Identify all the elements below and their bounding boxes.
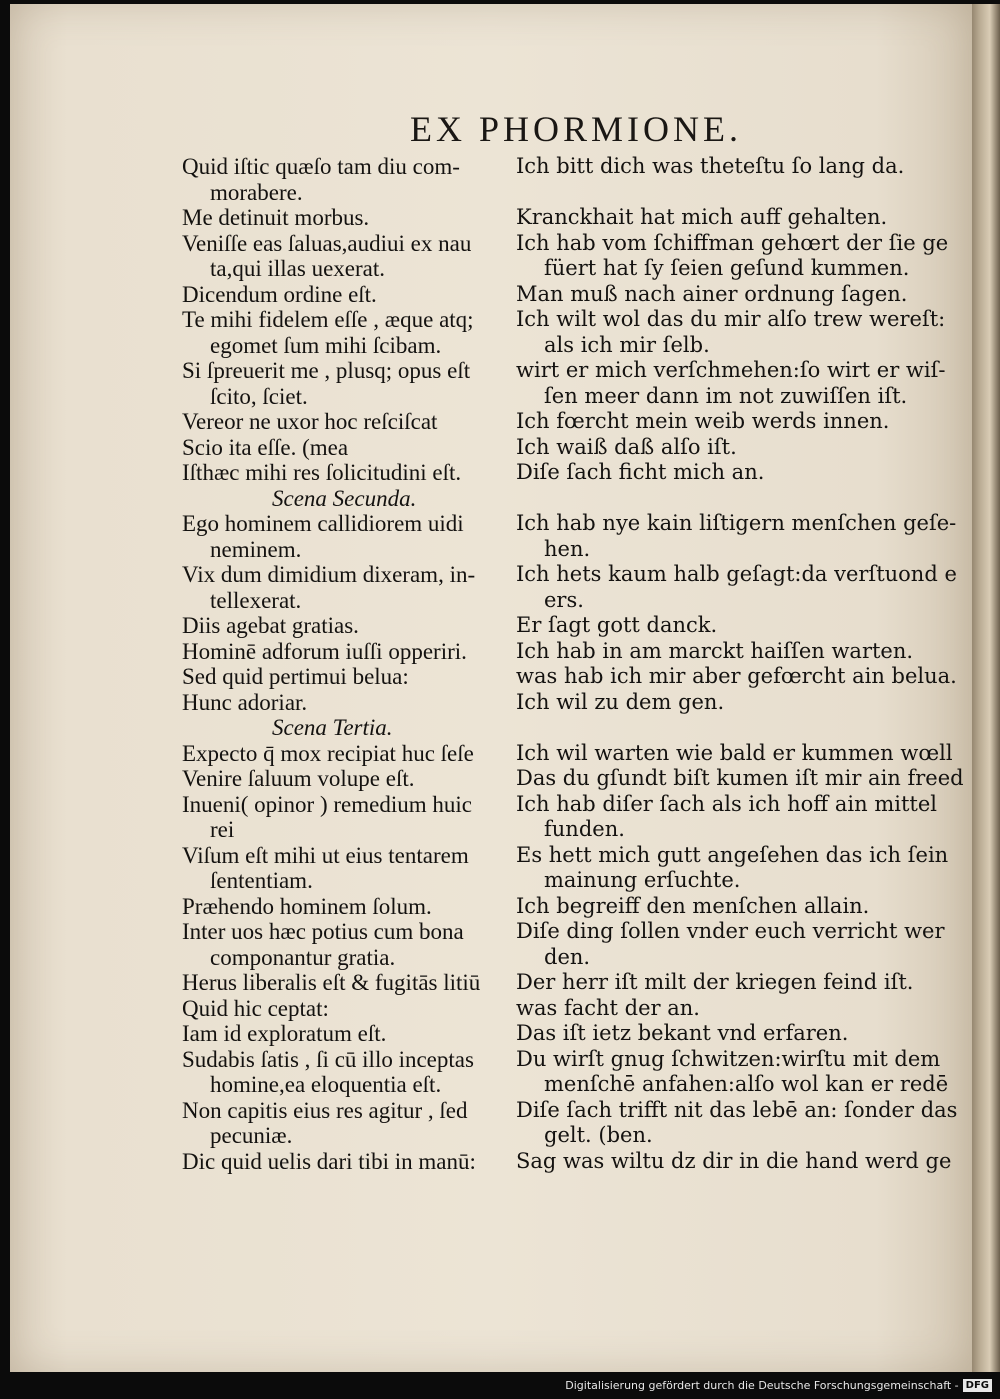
german-line: füert hat ſy ſeien geſund kummen. bbox=[544, 256, 910, 280]
latin-line: componantur gratia. bbox=[210, 944, 396, 970]
latin-line: Hunc adoriar. bbox=[182, 689, 308, 715]
footer-bar bbox=[0, 1372, 1000, 1399]
german-line: Ich bitt dich was theteſtu ſo lang da. bbox=[516, 154, 905, 178]
german-line: den. bbox=[544, 944, 591, 969]
german-column bbox=[516, 154, 964, 1174]
german-line: Kranckhait hat mich auff gehalten. bbox=[516, 205, 888, 229]
latin-line: Te mihi fidelem eſſe , æque atq; bbox=[182, 307, 474, 332]
latin-line: neminem. bbox=[210, 536, 302, 562]
latin-line: Quid hic ceptat: bbox=[182, 995, 329, 1021]
german-line: Diſe ſach trifft nit das lebē an: ſonder das bbox=[516, 1097, 958, 1122]
latin-line: Iſthæc mihi res ſolicitudini eſt. bbox=[182, 460, 462, 485]
latin-line: Sed quid pertimui belua: bbox=[182, 664, 409, 689]
german-line: als ich mir ſelb. bbox=[544, 332, 710, 357]
german-line: Es hett mich gutt angeſehen das ich ſein bbox=[516, 842, 949, 867]
german-line: funden. bbox=[544, 817, 625, 841]
latin-line: Veniſſe eas ſaluas,audiui ex nau bbox=[182, 230, 472, 256]
german-line bbox=[516, 180, 956, 206]
german-line: Ich hab nye kain liſtigern menſchen geſe- bbox=[516, 511, 957, 535]
german-line: menſchē anfahen:alſo wol kan er redē bbox=[544, 1072, 949, 1096]
german-line: Ich wil warten wie bald er kummen wœll bbox=[516, 740, 953, 765]
latin-line: Sudabis ſatis , ſi cū illo inceptas bbox=[182, 1046, 474, 1072]
latin-line: Scena Secunda. bbox=[272, 485, 417, 511]
latin-line: ta,qui illas uexerat. bbox=[210, 256, 385, 281]
german-line: Ich hab diſer ſach als ich hoff ain mittel bbox=[516, 791, 937, 816]
latin-line: homine,ea eloquentia eſt. bbox=[210, 1072, 442, 1097]
latin-line: Venire ſaluum volupe eſt. bbox=[182, 766, 415, 791]
german-line: Ich wil zu dem gen. bbox=[516, 689, 725, 714]
footer-credit: Digitalisierung gefördert durch die Deutsche Forschungsgemeinschaft - bbox=[565, 1379, 959, 1392]
german-line: ers. bbox=[544, 587, 584, 612]
latin-line: Non capitis eius res agitur , ſed bbox=[182, 1097, 468, 1123]
german-line: Du wirſt gnug ſchwitzen:wirſtu mit dem bbox=[516, 1046, 941, 1071]
book-page bbox=[10, 4, 972, 1372]
german-line: Ich waiß daß alſo iſt. bbox=[516, 434, 737, 459]
latin-line: Scio ita eſſe. (mea bbox=[182, 434, 349, 460]
german-line: Sag was wiltu dz dir in die hand werd ge bbox=[516, 1148, 952, 1173]
german-line: Diſe ſach ficht mich an. bbox=[516, 460, 765, 484]
german-line: Ich hab vom ſchiffman gehœrt der ſie ge bbox=[516, 230, 949, 255]
latin-line: Dicendum ordine eſt. bbox=[182, 281, 377, 307]
german-line: Ich hab in am marckt haiſſen warten. bbox=[516, 638, 914, 663]
latin-line: pecuniæ. bbox=[210, 1123, 293, 1148]
german-line: Ich begreiff den menſchen allain. bbox=[516, 893, 870, 918]
latin-line: Viſum eſt mihi ut eius tentarem bbox=[182, 842, 469, 868]
latin-line: tellexerat. bbox=[210, 587, 302, 613]
latin-line: Me detinuit morbus. bbox=[182, 205, 370, 230]
latin-line: Præhendo hominem ſolum. bbox=[182, 893, 432, 919]
german-line: Das iſt ietz bekant vnd erfaren. bbox=[516, 1021, 849, 1045]
latin-line: Si ſpreuerit me , plusq; opus eſt bbox=[182, 358, 471, 383]
latin-line: rei bbox=[210, 817, 235, 842]
german-line: Man muß nach ainer ordnung ſagen. bbox=[516, 281, 908, 306]
latin-line: morabere. bbox=[210, 179, 303, 205]
german-line: was hab ich mir aber gefœrcht ain belua. bbox=[516, 664, 957, 688]
german-line: Diſe ding ſollen vnder euch verricht wer bbox=[516, 919, 945, 943]
latin-line: ſcito, ſciet. bbox=[210, 383, 308, 409]
german-line: Der herr iſt milt der kriegen feind iſt. bbox=[516, 970, 914, 994]
latin-line: Scena Tertia. bbox=[272, 715, 393, 740]
german-line: hen. bbox=[544, 536, 591, 561]
latin-line: Inueni( opinor ) remedium huic bbox=[182, 791, 472, 817]
latin-line: Herus liberalis eſt & fugitās litiū bbox=[182, 970, 481, 995]
german-line: Das du gſundt biſt kumen iſt mir ain freed bbox=[516, 766, 964, 790]
latin-line: Vereor ne uxor hoc reſciſcat bbox=[182, 409, 438, 434]
german-line: Er ſagt gott danck. bbox=[516, 613, 718, 637]
latin-column bbox=[182, 154, 522, 1174]
latin-line: Quid iſtic quæſo tam diu com- bbox=[182, 154, 460, 179]
latin-line: Expecto q̄ mox recipiat huc ſeſe bbox=[182, 740, 474, 766]
latin-line: Inter uos hæc potius cum bona bbox=[182, 919, 464, 944]
latin-line: Hominē adforum iuſſi opperiri. bbox=[182, 638, 467, 664]
german-line: ſen meer dann im not zuwiſſen iſt. bbox=[544, 383, 908, 408]
german-line: Ich fœrcht mein weib werds innen. bbox=[516, 409, 890, 433]
german-line: was facht der an. bbox=[516, 995, 700, 1020]
latin-line: Dic quid uelis dari tibi in manū: bbox=[182, 1148, 476, 1174]
german-line: Ich wilt wol das du mir alſo trew wereſt: bbox=[516, 307, 946, 331]
latin-line: Ego hominem callidiorem uidi bbox=[182, 511, 464, 536]
german-line bbox=[516, 486, 956, 512]
dfg-logo: DFG bbox=[963, 1379, 992, 1392]
latin-line: ſententiam. bbox=[210, 868, 313, 893]
latin-line: Vix dum dimidium dixeram, in- bbox=[182, 562, 476, 587]
latin-line: Iam id exploratum eſt. bbox=[182, 1021, 387, 1046]
page-header: EX PHORMIONE. bbox=[409, 109, 742, 149]
german-line: gelt. (ben. bbox=[544, 1123, 653, 1147]
german-line bbox=[516, 715, 956, 741]
german-line: mainung erſuchte. bbox=[544, 868, 741, 892]
latin-line: egomet ſum mihi ſcibam. bbox=[210, 332, 442, 358]
latin-line: Diis agebat gratias. bbox=[182, 613, 359, 638]
german-line: Ich hets kaum halb geſagt:da verſtuond e bbox=[516, 562, 957, 586]
german-line: wirt er mich verſchmehen:ſo wirt er wiſ- bbox=[516, 358, 946, 382]
